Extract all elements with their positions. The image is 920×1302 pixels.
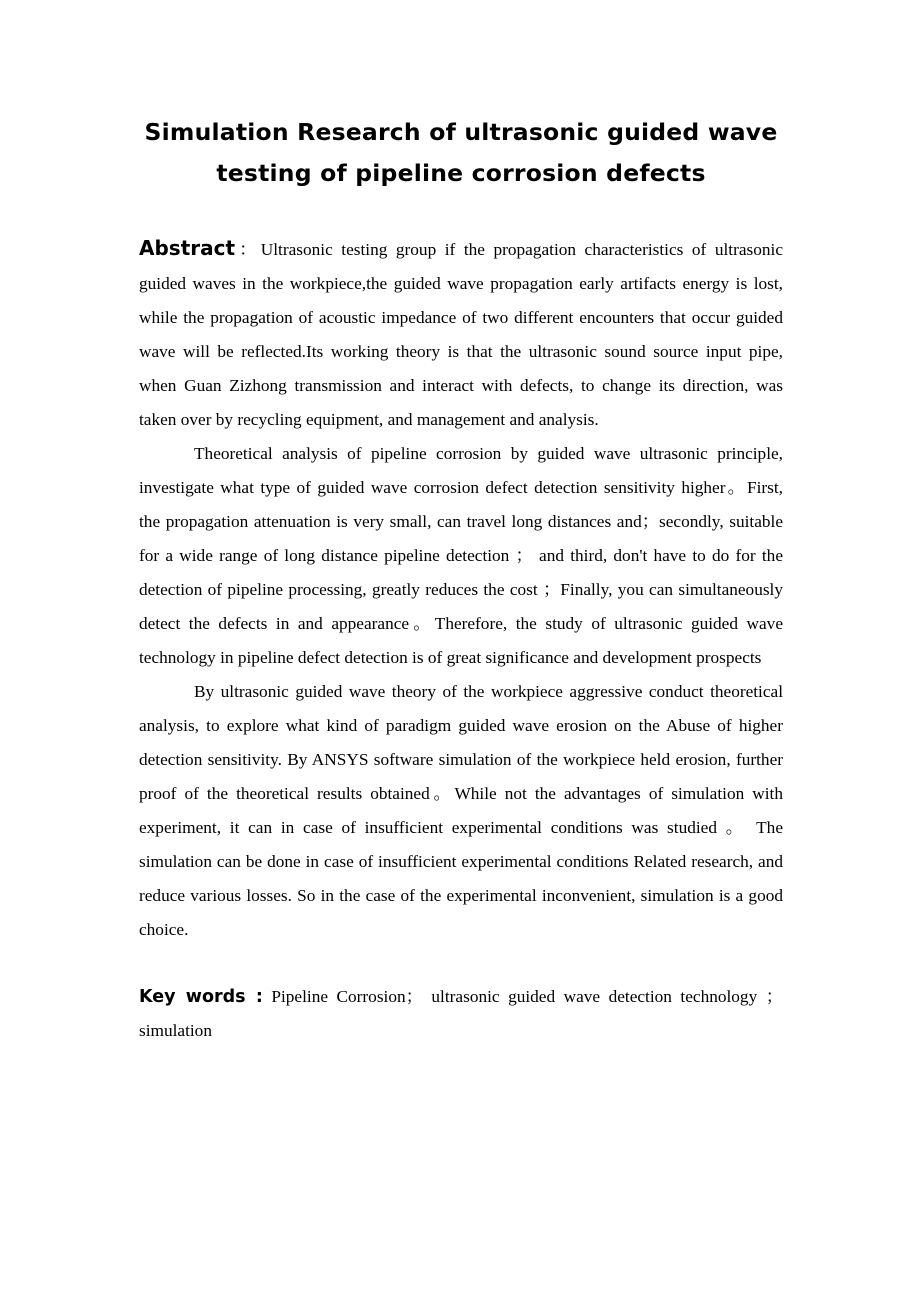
keywords-label: Key words :	[139, 987, 263, 1007]
keywords-text: Pipeline Corrosion； ultrasonic guided wave detection technology ；simulation	[139, 987, 783, 1040]
abstract-separator: ：	[235, 240, 261, 259]
abstract-section	[139, 231, 783, 947]
keywords-section	[139, 980, 783, 1048]
abstract-paragraph-2: Theoretical analysis of pipeline corrosion by guided wave ultrasonic principle, investigate what type of guided wave corrosion defect detection sensitivity higher。First, the propagation attenuation is very small, can travel long distances and；secondly, suitable for a wide range of long distance pipeline detection ； and third, don't have to do for the detection of pipeline processing, greatly reduces the cost ；Finally, you can simultaneously detect the defects in and appearance。Therefore, the study of ultrasonic guided wave technology in pipeline defect detection is of great significance and development prospects	[139, 444, 783, 667]
abstract-paragraph-3: By ultrasonic guided wave theory of the workpiece aggressive conduct theoretical analysis, to explore what kind of paradigm guided wave erosion on the Abuse of higher detection sensitivity. By ANSYS software simulation of the workpiece held erosion, further proof of the theoretical results obtained。While not the advantages of simulation with experiment, it can in case of insufficient experimental conditions was studied 。 The simulation can be done in case of insufficient experimental conditions Related research, and reduce various losses. So in the case of the experimental inconvenient, simulation is a good choice.	[139, 682, 783, 939]
abstract-paragraph-1	[139, 231, 783, 437]
abstract-label: Abstract	[139, 236, 236, 260]
document-page	[139, 112, 783, 1048]
abstract-paragraph-1-text: Ultrasonic testing group if the propagation characteristics of ultrasonic guided waves in the workpiece,the guided wave propagation early artifacts energy is lost, while the propagation of acoustic impedance of two different encounters that occur guided wave will be reflected.Its working theory is that the ultrasonic sound source input pipe, when Guan Zizhong transmission and interact with defects, to change its direction, was taken over by recycling equipment, and management and analysis.	[139, 240, 783, 429]
paper-title: Simulation Research of ultrasonic guided wave testing of pipeline corrosion defects	[144, 118, 778, 187]
